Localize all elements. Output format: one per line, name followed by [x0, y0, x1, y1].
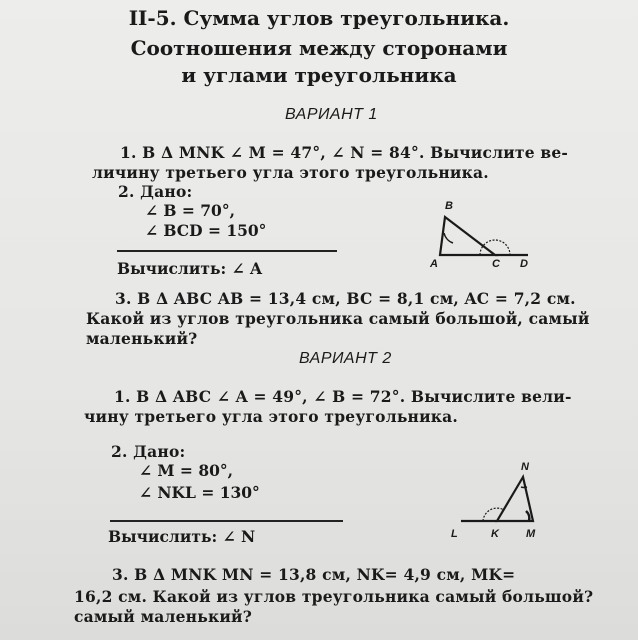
v2-task1-line1: 1. В Δ ABC ∠ A = 49°, ∠ B = 72°. Вычислите вели- [114, 387, 572, 406]
v1-label-c: C [492, 258, 500, 270]
v2-task2-given2: ∠ NKL = 130° [139, 483, 260, 502]
v1-task2-given1: ∠ B = 70°, [145, 201, 235, 220]
v2-task3-line1: 3. В Δ MNK MN = 13,8 см, NK= 4,9 см, MK= [112, 565, 516, 584]
v2-divider [110, 520, 343, 522]
page-title-line1: II-5. Сумма углов треугольника. [128, 6, 510, 30]
v1-task3-line2: Какой из углов треугольника самый большой, самый [86, 309, 590, 328]
v2-label-m: M [526, 528, 536, 540]
v2-task2-given1: ∠ M = 80°, [139, 461, 234, 480]
v2-label-k: K [491, 528, 499, 540]
v1-task2-header: 2. Дано: [118, 182, 193, 201]
angle-m-arc [526, 511, 529, 521]
v2-task1-line2: чину третьего угла этого треугольника. [84, 407, 459, 426]
v1-task3-line3: маленький? [86, 329, 198, 348]
v2-label-l: L [451, 528, 458, 540]
v2-triangle-figure [435, 455, 555, 545]
v1-triangle-figure [420, 195, 540, 270]
triangle-abc [440, 217, 495, 255]
v2-task3-line3: самый маленький? [74, 607, 253, 626]
angle-b-arc [444, 233, 453, 243]
variant1-label: ВАРИАНТ 1 [285, 106, 378, 123]
v2-task2-header: 2. Дано: [111, 442, 186, 461]
v1-task1-line1: 1. В Δ MNK ∠ M = 47°, ∠ N = 84°. Вычислите ве- [120, 143, 569, 162]
v1-label-a: A [430, 258, 438, 270]
v2-label-n: N [521, 461, 529, 473]
v1-divider [117, 250, 337, 252]
v2-task2-find: Вычислить: ∠ N [108, 527, 256, 546]
page-title-line2: Соотношения между сторонами [130, 36, 508, 60]
v1-label-b: B [445, 200, 453, 212]
v1-label-d: D [520, 258, 528, 270]
v2-task3-line2: 16,2 см. Какой из углов треугольника самый большой? [74, 587, 594, 606]
v1-task3-line1: 3. В Δ ABC AB = 13,4 см, BC = 8,1 см, AC = 7,2 см. [115, 289, 576, 308]
v1-task2-given2: ∠ BCD = 150° [145, 221, 267, 240]
v1-task2-find: Вычислить: ∠ A [117, 259, 262, 278]
v1-task1-line2: личину третьего угла этого треугольника. [92, 163, 489, 182]
angle-n-arc [521, 487, 527, 488]
page-title-line3: и углами треугольника [181, 63, 457, 87]
variant2-label: ВАРИАНТ 2 [299, 350, 392, 367]
